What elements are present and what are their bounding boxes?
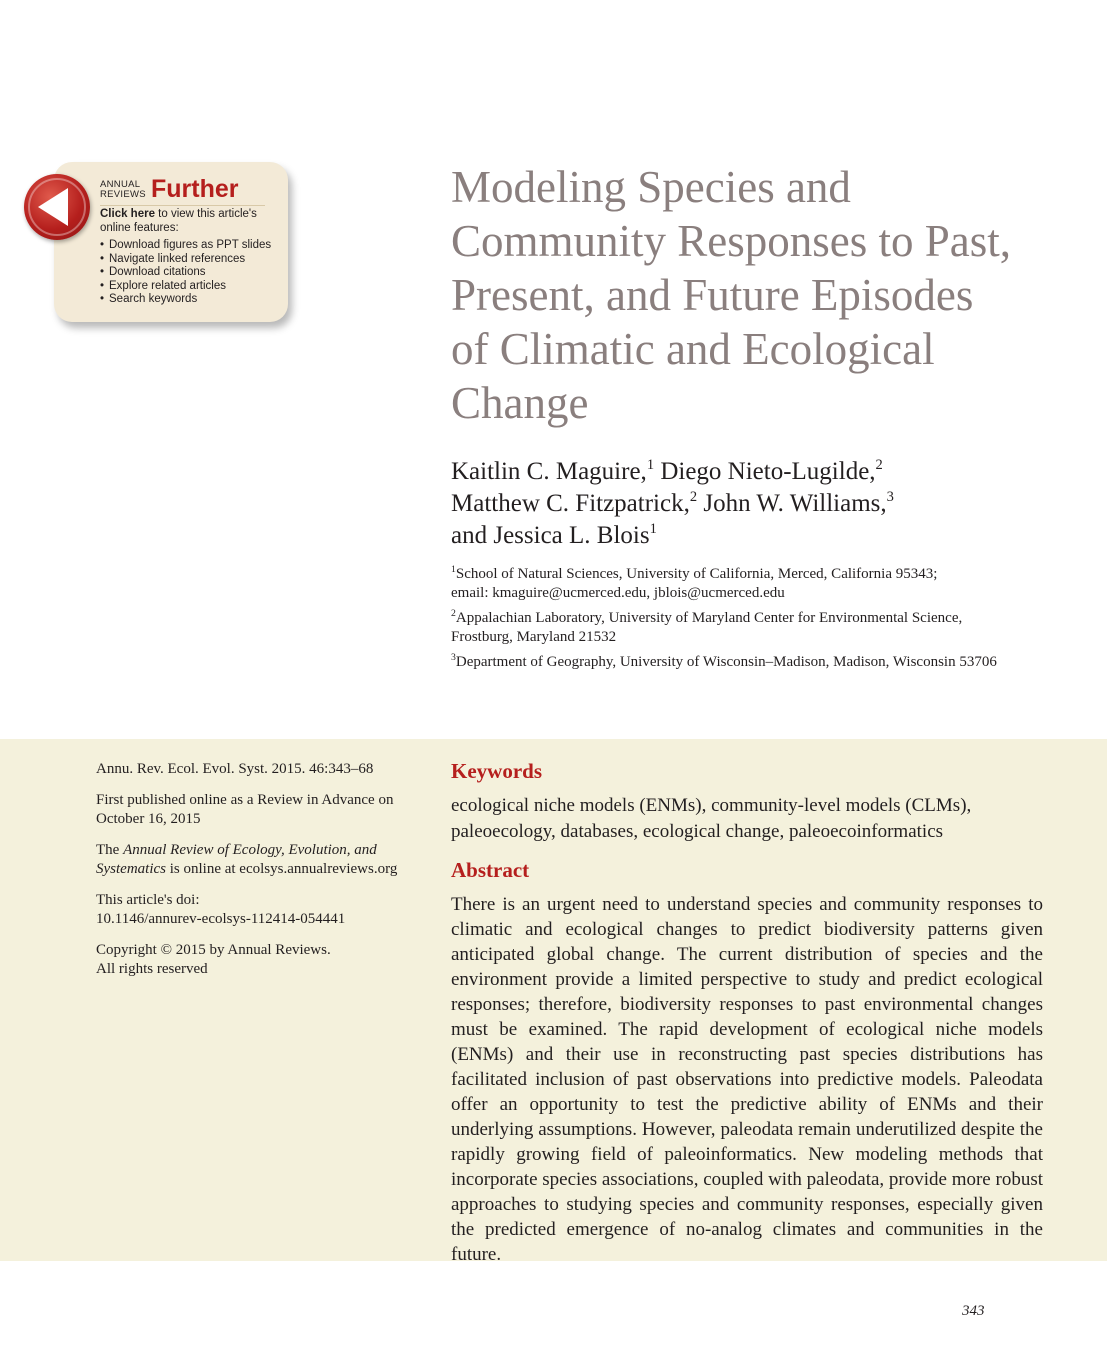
- affiliation-sup: 1: [451, 564, 456, 575]
- keywords-heading: Keywords: [451, 759, 542, 783]
- author-name: Diego Nieto-Lugilde,: [660, 458, 876, 485]
- further-item-download-figures[interactable]: • Download figures as PPT slides: [100, 239, 280, 253]
- online-pre: The: [96, 842, 124, 858]
- author-affil-sup: 2: [875, 456, 883, 473]
- affiliation-1: [451, 565, 1071, 603]
- doi-link[interactable]: 10.1146/annurev-ecolsys-112414-054441: [96, 911, 346, 927]
- page-number: 343: [962, 1303, 985, 1319]
- logo-text-top: ANNUAL: [100, 179, 141, 190]
- left-arrow-icon-triangle: [38, 188, 68, 226]
- author-affil-sup: 3: [886, 488, 894, 505]
- title-line: of Climatic and Ecological: [451, 324, 935, 374]
- further-label: Further: [151, 175, 239, 203]
- author-affil-sup: 2: [689, 488, 698, 505]
- title-line: Present, and Future Episodes: [451, 270, 974, 320]
- rights: All rights reserved: [96, 961, 208, 977]
- further-content: [100, 208, 280, 307]
- affiliation-sup: 2: [451, 608, 456, 619]
- copyright-block: [96, 941, 416, 979]
- author-affil-sup: 1: [649, 520, 657, 537]
- first-published: First published online as a Review in Advance on October 16, 2015: [96, 792, 394, 827]
- affiliation-line: School of Natural Sciences, University of California, Merced, California 95343;: [455, 566, 938, 582]
- online-notice: [96, 841, 416, 879]
- article-title: [451, 160, 1071, 430]
- affiliation-3: [451, 653, 1071, 672]
- keywords-text: ecological niche models (ENMs), community-level models (CLMs), paleoecology, databases, ecological change, paleoecoinformatics: [451, 795, 972, 842]
- further-item-download-citations[interactable]: • Download citations: [100, 266, 280, 280]
- annual-reviews-logo-text: [100, 180, 146, 200]
- author-line: [451, 456, 1071, 488]
- abstract-heading: Abstract: [451, 858, 530, 882]
- further-item-search-keywords[interactable]: • Search keywords: [100, 293, 280, 307]
- article-meta-sidebar: [96, 760, 416, 991]
- abstract-text: There is an urgent need to understand species and community responses to climatic and ecological changes to predict biodiversity patterns given anticipated global change. The current distribution of species and the environment provide a limited perspective to study and predict ecological responses; therefore, biodiversity responses to past environmental changes must be examined. The rapid development of ecological niche models (ENMs) and their use in reconstructing past species distributions has facilitated inclusion of past observations into predictive models. Paleodata offer an opportunity to test the predictive ability of ENMs and their underlying assumptions. However, paleodata remain underutilized despite the rapidly growing field of paleoinformatics. New modeling methods that incorporate species associations, coupled with paleodata, provide more robust approaches to studying species and community responses, especially given the predicted emergence of no-analog climates and communities in the future.: [451, 894, 1043, 1265]
- logo-text-bottom: REVIEWS: [100, 189, 146, 200]
- affiliation-line: Frostburg, Maryland 21532: [451, 629, 617, 645]
- further-intro: [100, 208, 280, 235]
- further-intro-rest: to view this article's online features:: [100, 208, 257, 234]
- left-arrow-icon[interactable]: [24, 174, 90, 240]
- author-list: [451, 456, 1071, 552]
- title-line: Community Responses to Past,: [451, 216, 1012, 266]
- author-line: [451, 520, 1071, 552]
- title-line: Change: [451, 378, 589, 428]
- author-name: John W. Williams,: [703, 490, 887, 517]
- affiliation-line: Appalachian Laboratory, University of Maryland Center for Environmental Science,: [455, 610, 963, 626]
- citation: Annu. Rev. Ecol. Evol. Syst. 2015. 46:343–68: [96, 761, 374, 777]
- affiliation-line: Department of Geography, University of Wisconsin–Madison, Madison, Wisconsin 53706: [455, 654, 997, 670]
- online-post: is online at ecolsys.annualreviews.org: [165, 861, 398, 877]
- journal-name: Annual Review of Ecology, Evolution, and Systematics: [96, 842, 377, 877]
- affiliation-2: [451, 609, 1071, 647]
- author-name: Kaitlin C. Maguire,: [451, 458, 647, 485]
- affiliations: [451, 565, 1071, 678]
- further-item-linked-references[interactable]: • Navigate linked references: [100, 253, 280, 267]
- further-feature-list: [100, 239, 280, 307]
- doi-block: [96, 891, 416, 929]
- author-name: Matthew C. Fitzpatrick,: [451, 490, 690, 517]
- copyright: Copyright © 2015 by Annual Reviews.: [96, 942, 331, 958]
- further-item-related-articles[interactable]: • Explore related articles: [100, 280, 280, 294]
- title-line: Modeling Species and: [451, 162, 851, 212]
- doi-label: This article's doi:: [96, 892, 200, 908]
- further-divider: [100, 205, 265, 206]
- click-here-link[interactable]: Click here: [100, 208, 155, 220]
- author-name: and Jessica L. Blois: [451, 522, 650, 549]
- author-affil-sup: 1: [646, 456, 655, 473]
- author-line: [451, 488, 1071, 520]
- affiliation-sup: 3: [451, 652, 456, 663]
- affiliation-email[interactable]: email: kmaguire@ucmerced.edu, jblois@ucmerced.edu: [451, 585, 785, 601]
